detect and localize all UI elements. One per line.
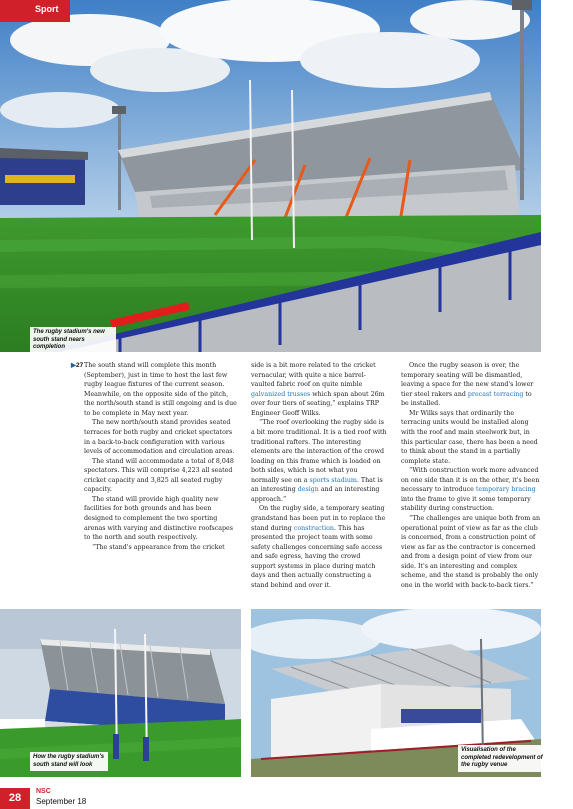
footer-date: September 18 bbox=[36, 797, 87, 806]
section-label: Sport bbox=[35, 4, 59, 14]
paragraph: Mr Wilks says that ordinarily the terracing units would be installed along with the roof and main steelwork but, in this particular case, there has been a need to think about the stand in a partially complete state. bbox=[401, 409, 538, 465]
text-run: side is a bit more related to the cricket vernacular, with quite a nice barrel-vaulted fabric roof on quite nimble bbox=[251, 362, 376, 389]
article-column-3 bbox=[401, 361, 541, 591]
article-column-1 bbox=[84, 361, 237, 552]
text-run: “The roof overlooking the rugby side is a bit more traditional. It is a tied roof with traditional rafters. The interesting elements are the interaction of the crowd loading on this frame which is loaded on both sides, which is not what you normally see on a bbox=[251, 419, 387, 484]
south-stand-caption: How the rugby stadium's south stand will look bbox=[30, 752, 108, 771]
visualisation-caption: Visualisation of the completed redevelopment of the rugby venue bbox=[458, 745, 546, 772]
stadium-photo-illustration bbox=[0, 0, 541, 352]
paragraph bbox=[401, 466, 541, 514]
paragraph bbox=[251, 361, 387, 418]
text-run: . That is an interesting bbox=[251, 476, 383, 494]
continued-from-marker bbox=[71, 361, 83, 369]
hero-caption: The rugby stadium's new south stand nears completion bbox=[30, 327, 116, 354]
link-galvanized-trusses[interactable]: galvanized trusses bbox=[251, 390, 311, 398]
continued-from-page: 27 bbox=[76, 362, 84, 369]
text-run: to be installed. bbox=[401, 390, 532, 408]
text-run: into the frame to give it some temporary stability during construction. bbox=[401, 495, 531, 513]
paragraph: The south stand will complete this month (September), just in time to host the last few rugby league fixtures of the current season. Meanwhile, on the opposite side of the pitch, the north/south stand is still ongoing and is due to be complete in May next year. bbox=[84, 362, 237, 417]
paragraph: The new north/south stand provides seated terraces for both rugby and cricket spectators in a back-to-back configuration with various levels of accommodation and circulation areas. bbox=[84, 419, 235, 456]
link-temporary-bracing[interactable]: temporary bracing bbox=[475, 486, 536, 494]
text-run: which span about 26m over four tiers of seating,” explains TRP Engineer Geoff Wilks. bbox=[251, 390, 385, 417]
text-run: “With construction work more advanced on one side than it is on the other, it's been necessary to introduce bbox=[401, 467, 540, 494]
text-run: and an interesting approach.” bbox=[251, 486, 380, 503]
link-construction[interactable]: construction bbox=[293, 524, 334, 532]
paragraph: “The challenges are unique both from an operational point of view as far as the club is concerned, from a construction point of view as far as the contractor is concerned and from a design point of view from our side. It's an interesting and complex scheme, and the stand is probably the only one in the world with back-to-back tiers.” bbox=[401, 515, 541, 589]
paragraph: The stand will provide high quality new facilities for both grounds and has been designed to complement the two sporting arenas with varying and distinctive roofscapes to the north and south respectively. bbox=[84, 495, 234, 542]
text-run: On the rugby side, a temporary seating grandstand has been put in to replace the stand during bbox=[251, 505, 386, 532]
paragraph bbox=[251, 418, 387, 504]
paragraph bbox=[401, 361, 541, 409]
paragraph: The stand will accommodate a total of 8,048 spectators. This will comprise 4,223 all seated cricket capacity and 3,825 all seated rugby capacity. bbox=[84, 457, 234, 494]
paragraph bbox=[251, 504, 387, 590]
play-triangle-icon: ▶ bbox=[71, 362, 76, 369]
hero-photo bbox=[0, 0, 541, 352]
text-run: . This has presented the project team with some safety challenges concerning safe access and safe egress, having the crowd support systems in place during match days and then actually constructing a stand behind and over it. bbox=[251, 524, 383, 589]
paragraph: “The stand's appearance from the cricket bbox=[92, 543, 225, 551]
link-sports-stadium[interactable]: sports stadium bbox=[309, 476, 357, 484]
link-precast-terracing[interactable]: precast terracing bbox=[467, 390, 524, 398]
text-run: Once the rugby season is over, the temporary seating will be dismantled, leaving a space for the new stand's lower tier steel rakers and bbox=[401, 362, 534, 398]
link-design[interactable]: design bbox=[297, 486, 319, 494]
page-number: 28 bbox=[0, 788, 30, 809]
footer-brand: NSC bbox=[36, 788, 51, 795]
article-column-2 bbox=[251, 361, 387, 591]
